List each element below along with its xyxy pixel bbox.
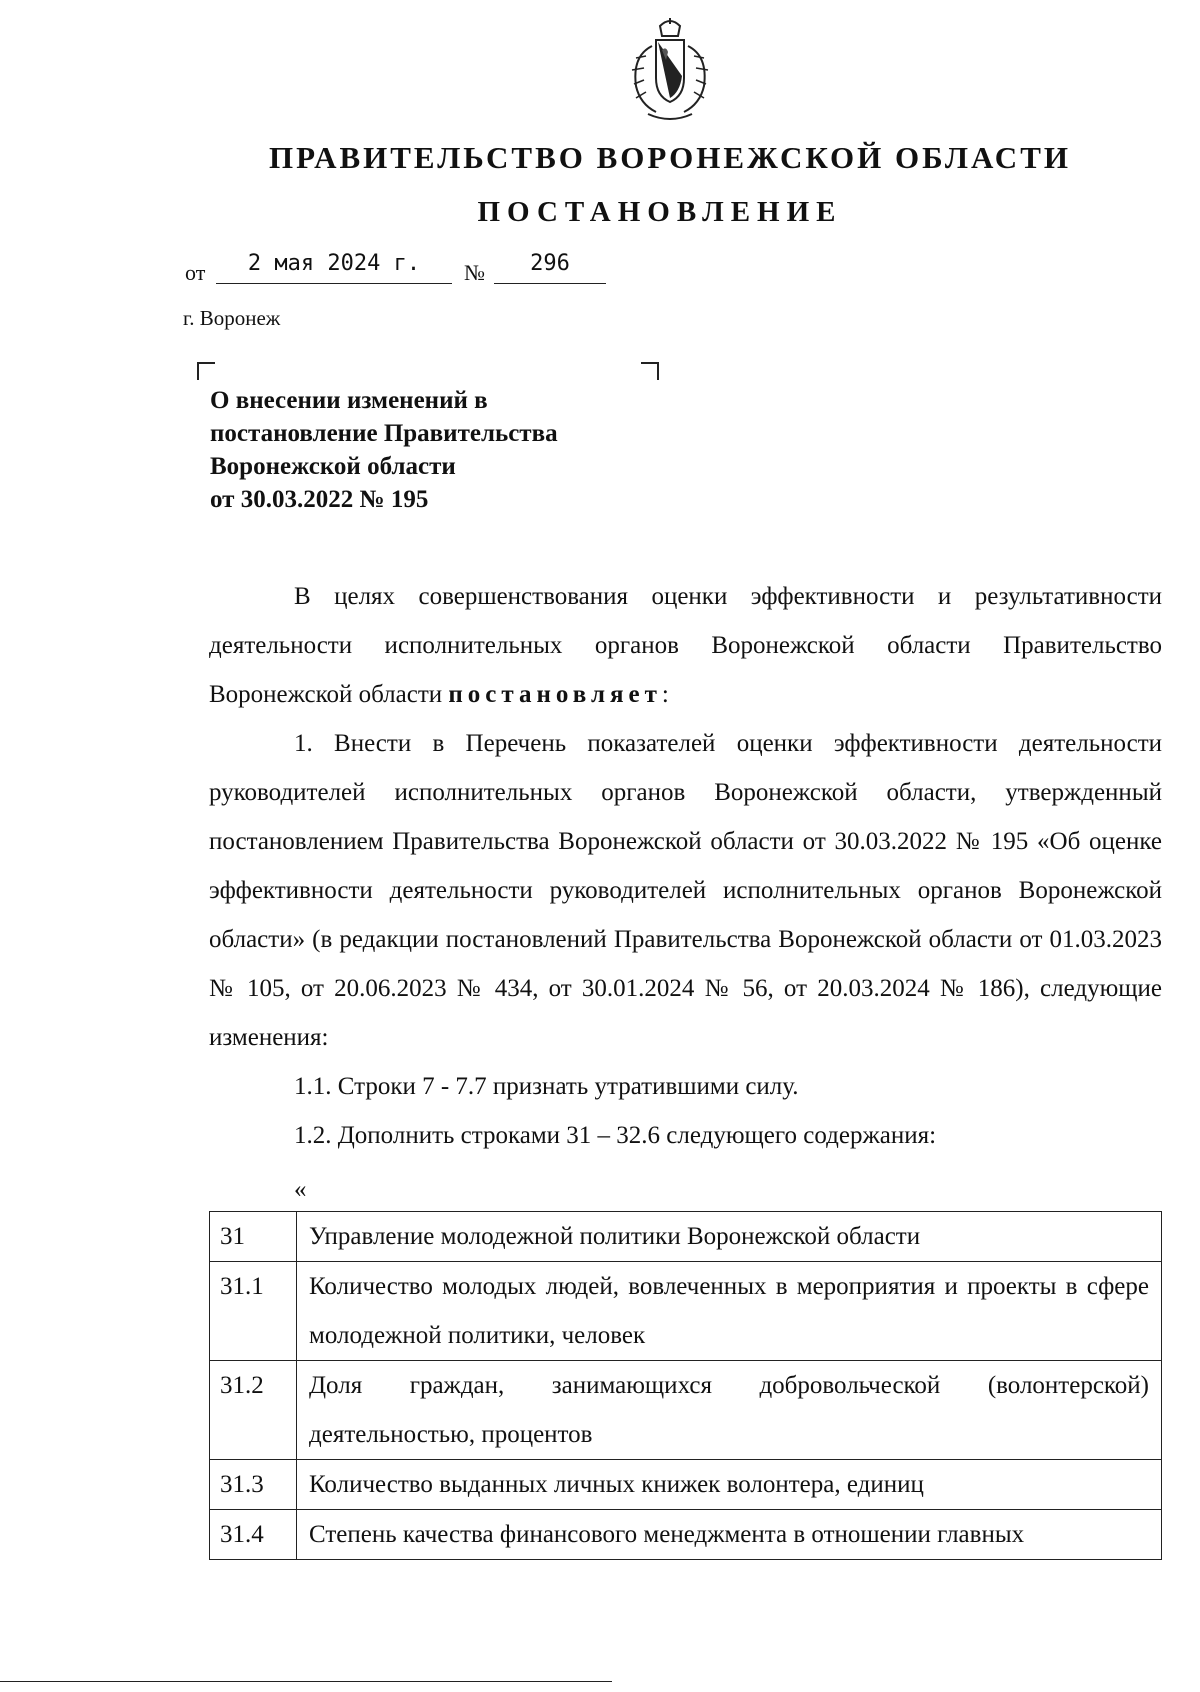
item-1-1-paragraph: 1.1. Строки 7 - 7.7 признать утратившими силу. (294, 1073, 799, 1100)
decree-colon: : (661, 681, 669, 708)
coat-of-arms-icon (622, 16, 718, 126)
number-label: № (464, 260, 485, 285)
issue-city: г. Воронеж (183, 306, 281, 330)
document-date: 2 мая 2024 г. (216, 249, 452, 284)
item-1-2-paragraph: 1.2. Дополнить строками 31 – 32.6 следующего содержания: (294, 1122, 937, 1149)
row-number: 31.3 (210, 1460, 297, 1510)
subject-line: постановление Правительства (210, 420, 558, 447)
row-text: Степень качества финансового менеджмента в отношении главных (297, 1510, 1162, 1560)
item-1-paragraph: 1. Внести в Перечень показателей оценки эффективности деятельности руководителей исполнительных органов Воронежской области, утвержденный постановлением Правительства Воронежской области от 30.03.2022 № 195 «Об оценке эффективности деятельности руководителей исполнительных органов Воронежской области» (в редакции постановлений Правительства Воронежской области от 01.03.2023 № 105, от 20.06.2023 № 434, от 30.01.2024 № 56, от 20.03.2024 № 186), следующие изменения: (209, 730, 1162, 1051)
row-number: 31.1 (210, 1262, 297, 1361)
row-text: Количество выданных личных книжек волонтера, единиц (297, 1460, 1162, 1510)
subject-bracket-right (641, 362, 659, 380)
document-type-title: ПОСТАНОВЛЕНИЕ (477, 196, 843, 228)
intro-text: В целях совершенствования оценки эффективности и результативности деятельности исполнительных органов Воронежской области Правительство Воронежской области (209, 583, 1162, 708)
subject-line: от 30.03.2022 № 195 (210, 486, 429, 513)
row-text: Управление молодежной политики Воронежской области (297, 1212, 1162, 1262)
page-footer-rule (0, 1681, 612, 1682)
date-label: от (185, 260, 206, 285)
document-subject (210, 384, 670, 516)
indicator-table (209, 1211, 1162, 1560)
table-row (210, 1361, 1162, 1460)
row-text: Доля граждан, занимающихся добровольческой (волонтерской) деятельностью, процентов (297, 1361, 1162, 1460)
document-number: 296 (494, 249, 606, 284)
subject-line: О внесении изменений в (210, 387, 488, 414)
row-number: 31.2 (210, 1361, 297, 1460)
row-number: 31.4 (210, 1510, 297, 1560)
government-title: ПРАВИТЕЛЬСТВО ВОРОНЕЖСКОЙ ОБЛАСТИ (269, 140, 1071, 175)
subject-bracket-left (197, 362, 215, 380)
subject-line: Воронежской области (210, 453, 456, 480)
date-number-line (185, 250, 680, 290)
table-row (210, 1212, 1162, 1262)
row-text: Количество молодых людей, вовлеченных в мероприятия и проекты в сфере молодежной политики, человек (297, 1262, 1162, 1361)
opening-quote: « (294, 1176, 307, 1203)
table-row (210, 1262, 1162, 1361)
row-number: 31 (210, 1212, 297, 1262)
document-body (209, 572, 1162, 1160)
intro-paragraph (209, 572, 1162, 719)
table-row (210, 1460, 1162, 1510)
table-row (210, 1510, 1162, 1560)
decree-word: постановляет (448, 681, 662, 708)
